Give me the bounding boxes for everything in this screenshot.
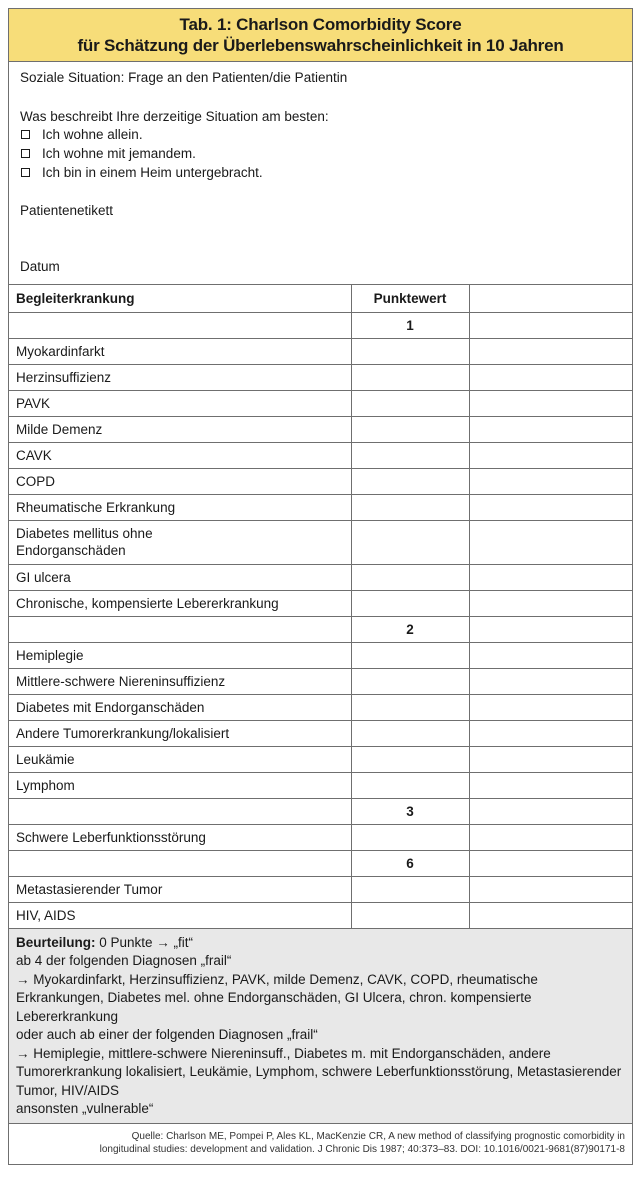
- table-row: [9, 390, 632, 416]
- patient-label-field: Patientenetikett: [20, 203, 114, 218]
- disease-name: Herzinsuffizienz: [9, 364, 351, 390]
- header-points: Punktewert: [351, 285, 469, 312]
- date-field: Datum: [20, 259, 60, 274]
- table-row: [9, 416, 632, 442]
- assessment-frail-4: ab 4 der folgenden Diagnosen „frail“: [16, 953, 232, 968]
- table-row: [9, 694, 632, 720]
- table-row: [9, 746, 632, 772]
- checkbox-care-home[interactable]: [21, 168, 30, 177]
- title-line-2: für Schätzung der Überlebenswahrscheinlichkeit in 10 Jahren: [77, 36, 564, 55]
- disease-name: GI ulcera: [9, 564, 351, 590]
- situation-label: Soziale Situation: Frage an den Patienten/die Patientin: [20, 70, 348, 85]
- table-row: [9, 520, 632, 564]
- disease-name: Diabetes mit Endorganschäden: [9, 694, 351, 720]
- header-disease: Begleiterkrankung: [9, 285, 351, 312]
- disease-name: Diabetes mellitus ohne Endorganschäden: [9, 520, 351, 564]
- disease-name: Leukämie: [9, 746, 351, 772]
- table-row: [9, 442, 632, 468]
- disease-name: Rheumatische Erkrankung: [9, 494, 351, 520]
- table-row: [9, 468, 632, 494]
- points-value: 3: [351, 798, 469, 824]
- table-row: [9, 564, 632, 590]
- disease-name: Chronische, kompensierte Lebererkrankung: [9, 590, 351, 616]
- title-line-1: Tab. 1: Charlson Comorbidity Score: [179, 15, 462, 34]
- header-empty: [469, 285, 632, 312]
- option-with-someone-label: Ich wohne mit jemandem.: [42, 146, 196, 161]
- table-row: [9, 642, 632, 668]
- assessment-section: [9, 929, 632, 1124]
- assessment-frail-1: oder auch ab einer der folgenden Diagnosen „frail“: [16, 1027, 318, 1042]
- table-row: [9, 338, 632, 364]
- checkbox-with-someone[interactable]: [21, 149, 30, 158]
- option-care-home-label: Ich bin in einem Heim untergebracht.: [42, 165, 263, 180]
- table-row: [9, 494, 632, 520]
- table-row: [9, 772, 632, 798]
- disease-name: Metastasierender Tumor: [9, 876, 351, 902]
- charlson-table-document: [8, 8, 633, 1165]
- assessment-vulnerable: ansonsten „vulnerable“: [16, 1101, 154, 1116]
- disease-name: Andere Tumorerkrankung/lokalisiert: [9, 720, 351, 746]
- source-line-1: Quelle: Charlson ME, Pompei P, Ales KL, MacKenzie CR, A new method of classifying prognostic comorbidity in: [131, 1130, 625, 1142]
- points-value: 2: [351, 616, 469, 642]
- table-row: [9, 824, 632, 850]
- assessment-frail-1-list: → Hemiplegie, mittlere-schwere Niereninsuff., Diabetes m. mit Endorganschäden, andere Tumorerkrankung lokalisiert, Leukämie, Lymphom, schwere Leberfunktionsstörung, Metastasierender Tumor, HIV/AIDS: [16, 1045, 622, 1098]
- assessment-frail-4-list: → Myokardinfarkt, Herzinsuffizienz, PAVK, milde Demenz, CAVK, COPD, rheumatische Erkrankungen, Diabetes mel. ohne Endorganschäden, GI Ulcera, chron. kompensierte Lebererkrankung: [16, 971, 538, 1024]
- disease-name: CAVK: [9, 442, 351, 468]
- table-row: [9, 668, 632, 694]
- table-row: [9, 902, 632, 928]
- table-row: [9, 364, 632, 390]
- disease-name: Mittlere-schwere Niereninsuffizienz: [9, 668, 351, 694]
- option-alone-label: Ich wohne allein.: [42, 127, 143, 142]
- disease-name: COPD: [9, 468, 351, 494]
- disease-name: HIV, AIDS: [9, 902, 351, 928]
- disease-name: Hemiplegie: [9, 642, 351, 668]
- disease-name: Lymphom: [9, 772, 351, 798]
- points-row-2: [9, 616, 632, 642]
- disease-name: Milde Demenz: [9, 416, 351, 442]
- source-citation: [9, 1124, 632, 1164]
- social-situation-section: [9, 62, 632, 285]
- situation-question: Was beschreibt Ihre derzeitige Situation am besten:: [20, 109, 329, 124]
- points-value: 1: [351, 312, 469, 338]
- source-line-2: longitudinal studies: development and validation. J Chronic Dis 1987; 40:373–83. DOI: 10.1016/0021-9681(87)90171-8: [99, 1144, 625, 1155]
- table-row: [9, 590, 632, 616]
- points-row-6: [9, 850, 632, 876]
- assessment-fit: 0 Punkte → „fit“: [95, 934, 194, 950]
- table-row: [9, 720, 632, 746]
- comorbidity-table: [9, 285, 632, 929]
- points-row-3: [9, 798, 632, 824]
- checkbox-alone[interactable]: [21, 130, 30, 139]
- table-title: [9, 9, 632, 62]
- disease-name: PAVK: [9, 390, 351, 416]
- points-row-1: [9, 312, 632, 338]
- disease-name: Myokardinfarkt: [9, 338, 351, 364]
- assessment-label: Beurteilung:: [16, 934, 96, 950]
- table-row: [9, 876, 632, 902]
- points-value: 6: [351, 850, 469, 876]
- table-header-row: [9, 285, 632, 312]
- disease-name: Schwere Leberfunktionsstörung: [9, 824, 351, 850]
